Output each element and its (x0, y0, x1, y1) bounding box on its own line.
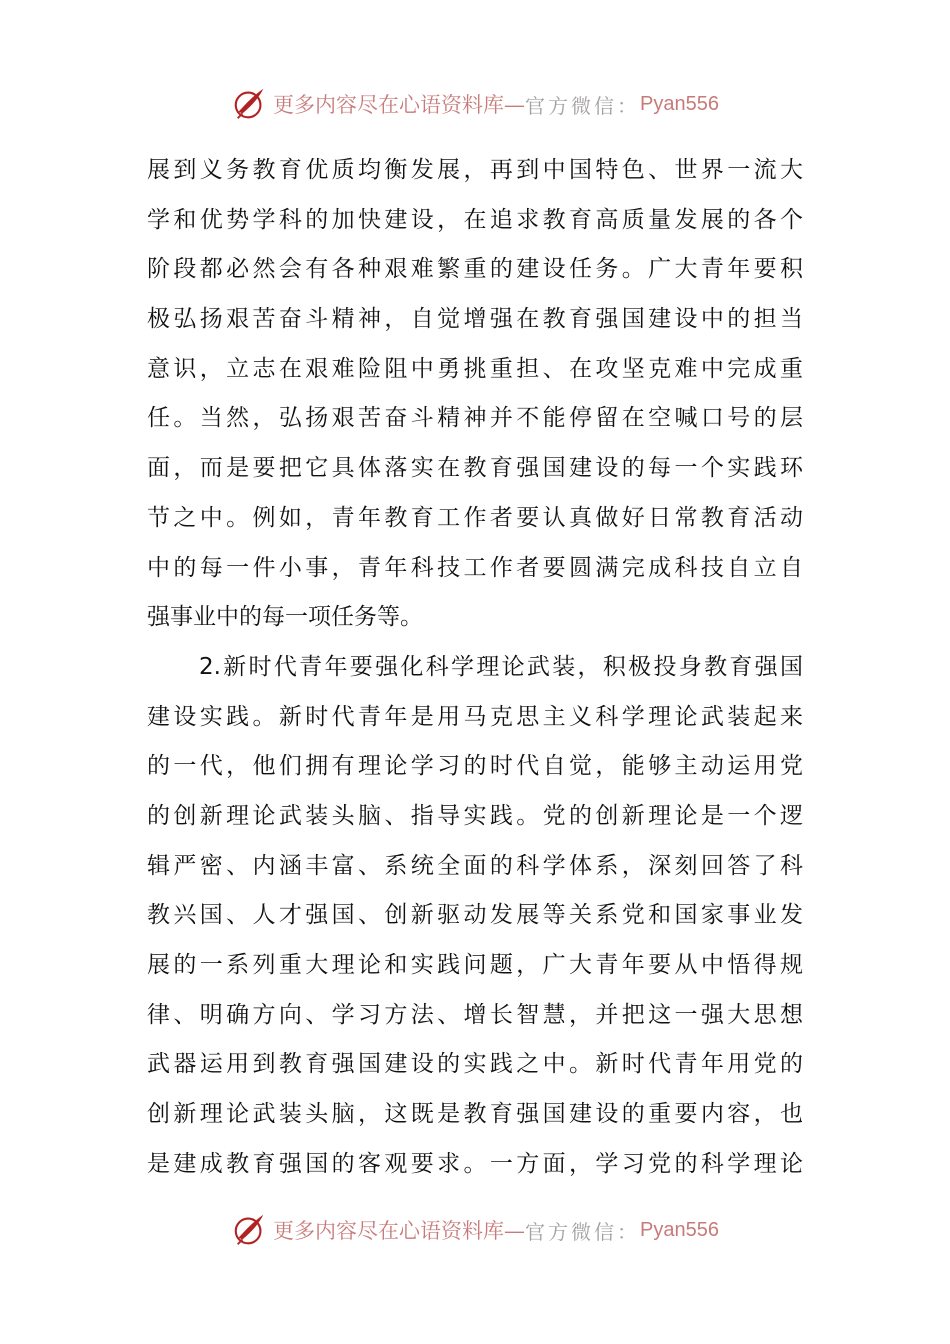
body-line: 的创新理论武装头脑、指导实践。党的创新理论是一个逻 (147, 802, 803, 829)
body-line: 意识，立志在艰难险阻中勇挑重担、在攻坚克难中完成重 (147, 355, 803, 382)
header-wechat-label: 官方微信： (525, 93, 641, 118)
footer-banner-text: 更多内容尽在心语资料库— (273, 1219, 526, 1243)
footer-wechat-label: 官方微信： (525, 1219, 641, 1244)
body-line: 2.新时代青年要强化科学理论武装，积极投身教育强国 (199, 653, 803, 680)
header-banner (0, 84, 950, 124)
quill-logo-icon (231, 85, 269, 123)
body-line: 是建成教育强国的客观要求。一方面，学习党的科学理论 (147, 1150, 803, 1177)
body-line: 创新理论武装头脑，这既是教育强国建设的重要内容，也 (147, 1101, 803, 1128)
body-line: 律、明确方向、学习方法、增长智慧，并把这一强大思想 (147, 1001, 803, 1028)
footer-wechat-id: Pyan556 (640, 1218, 719, 1241)
footer-banner (0, 1210, 950, 1250)
header-wechat-id: Pyan556 (640, 92, 719, 115)
body-line: 建设实践。新时代青年是用马克思主义科学理论武装起来 (147, 703, 803, 730)
body-line: 武器运用到教育强国建设的实践之中。新时代青年用党的 (147, 1051, 803, 1078)
body-line: 教兴国、人才强国、创新驱动发展等关系党和国家事业发 (147, 902, 803, 929)
body-line: 展的一系列重大理论和实践问题，广大青年要从中悟得规 (147, 952, 803, 978)
quill-logo-icon (231, 1211, 269, 1249)
body-line: 学和优势学科的加快建设，在追求教育高质量发展的各个 (147, 206, 803, 233)
header-banner-text: 更多内容尽在心语资料库— (273, 93, 526, 117)
body-line: 的一代，他们拥有理论学习的时代自觉，能够主动运用党 (147, 753, 803, 780)
body-line: 面，而是要把它具体落实在教育强国建设的每一个实践环 (147, 455, 803, 482)
body-text (147, 146, 807, 1189)
body-line: 辑严密、内涵丰富、系统全面的科学体系，深刻回答了科 (147, 852, 803, 879)
body-line: 节之中。例如，青年教育工作者要认真做好日常教育活动 (147, 504, 803, 531)
body-line: 强事业中的每一项任务等。 (147, 604, 423, 631)
body-line: 极弘扬艰苦奋斗精神，自觉增强在教育强国建设中的担当 (147, 306, 803, 333)
body-line: 展到义务教育优质均衡发展，再到中国特色、世界一流大 (147, 157, 803, 183)
body-line: 阶段都必然会有各种艰难繁重的建设任务。广大青年要积 (147, 256, 803, 283)
body-line: 中的每一件小事，青年科技工作者要圆满完成科技自立自 (147, 554, 803, 581)
body-line: 任。当然，弘扬艰苦奋斗精神并不能停留在空喊口号的层 (147, 405, 803, 432)
